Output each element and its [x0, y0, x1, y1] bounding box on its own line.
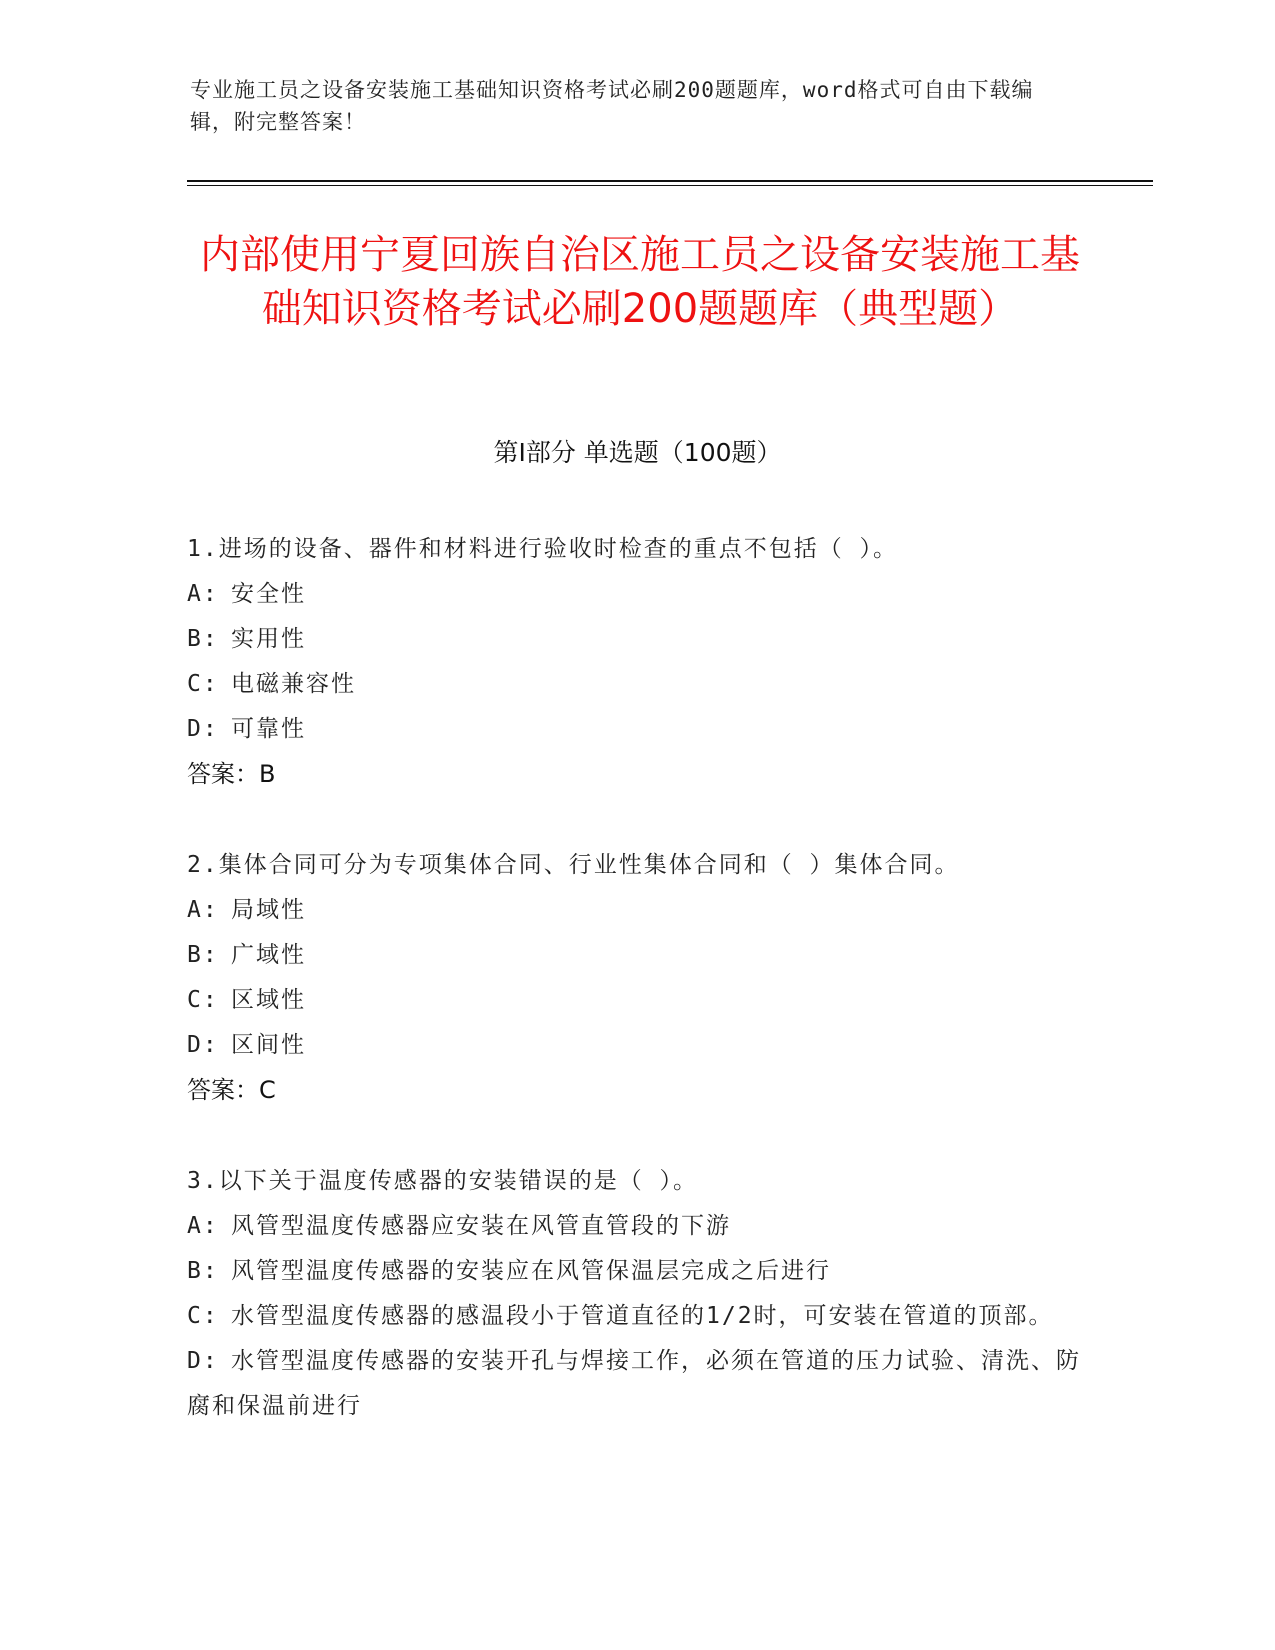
option-key: B:	[187, 1258, 219, 1284]
option-text: 风管型温度传感器的安装应在风管保温层完成之后进行	[231, 1258, 831, 1284]
question-2	[187, 843, 1087, 1113]
option-b	[187, 1249, 1087, 1294]
header-divider-thick	[187, 180, 1153, 182]
option-key: B:	[187, 626, 219, 652]
option-text: 安全性	[231, 581, 306, 607]
option-d	[187, 1339, 1087, 1429]
question-1	[187, 527, 1087, 797]
header-divider-thin	[187, 185, 1153, 186]
option-b	[187, 933, 1087, 978]
answer-value: B	[259, 760, 276, 788]
answer-value: C	[259, 1076, 276, 1104]
option-text: 实用性	[231, 626, 306, 652]
option-text: 可靠性	[231, 716, 306, 742]
option-text: 水管型温度传感器的安装开孔与焊接工作，必须在管道的压力试验、清洗、防腐和保温前进行	[187, 1348, 1081, 1419]
question-3	[187, 1159, 1087, 1429]
option-text: 电磁兼容性	[231, 671, 356, 697]
question-stem: 1.进场的设备、器件和材料进行验收时检查的重点不包括（ ）。	[187, 536, 899, 562]
option-key: D:	[187, 1032, 219, 1058]
option-key: D:	[187, 1348, 219, 1374]
option-b	[187, 617, 1087, 662]
option-key: C:	[187, 671, 219, 697]
option-key: C:	[187, 987, 219, 1013]
section-title: 第Ⅰ部分 单选题（100题）	[493, 438, 782, 467]
option-text: 水管型温度传感器的感温段小于管道直径的1/2时，可安装在管道的顶部。	[231, 1303, 1054, 1329]
option-text: 局域性	[231, 897, 306, 923]
option-key: A:	[187, 581, 219, 607]
option-a	[187, 888, 1087, 933]
option-key: D:	[187, 716, 219, 742]
question-stem: 3.以下关于温度传感器的安装错误的是（ ）。	[187, 1168, 699, 1194]
header-note: 专业施工员之设备安装施工基础知识资格考试必刷200题题库，word格式可自由下载编辑，附完整答案！	[190, 78, 1034, 134]
document-title: 内部使用宁夏回族自治区施工员之设备安装施工基础知识资格考试必刷200题题库（典型题）	[200, 232, 1080, 332]
question-stem: 2.集体合同可分为专项集体合同、行业性集体合同和（ ）集体合同。	[187, 852, 960, 878]
answer-prefix: 答案：	[187, 1076, 259, 1104]
option-key: A:	[187, 897, 219, 923]
option-c	[187, 1294, 1087, 1339]
option-c	[187, 662, 1087, 707]
option-text: 广域性	[231, 942, 306, 968]
option-text: 区域性	[231, 987, 306, 1013]
option-key: A:	[187, 1213, 219, 1239]
option-key: B:	[187, 942, 219, 968]
option-a	[187, 572, 1087, 617]
answer-line	[187, 1068, 1087, 1113]
question-list	[187, 527, 1087, 1475]
option-key: C:	[187, 1303, 219, 1329]
option-text: 区间性	[231, 1032, 306, 1058]
answer-line	[187, 752, 1087, 797]
option-d	[187, 707, 1087, 752]
option-c	[187, 978, 1087, 1023]
option-a	[187, 1204, 1087, 1249]
option-text: 风管型温度传感器应安装在风管直管段的下游	[231, 1213, 731, 1239]
option-d	[187, 1023, 1087, 1068]
answer-prefix: 答案：	[187, 760, 259, 788]
